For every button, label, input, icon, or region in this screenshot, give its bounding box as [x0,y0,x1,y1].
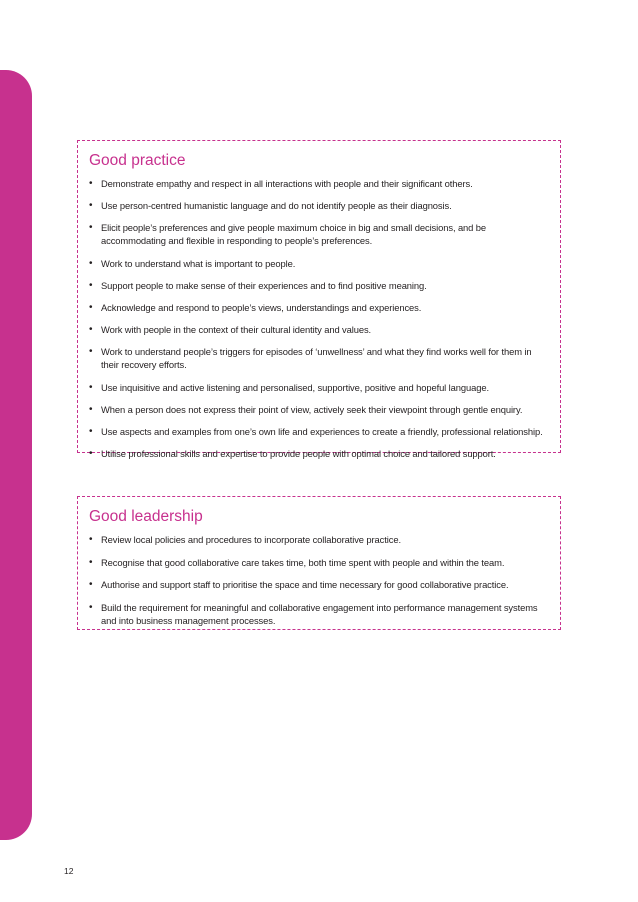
good-practice-list [89,177,546,460]
list-item: • Use inquisitive and active listening and personalised, supportive, positive and hopeful language. [89,381,546,394]
list-item: • Review local policies and procedures to incorporate collaborative practice. [89,533,546,546]
good-practice-box [77,140,561,460]
list-item: • Elicit people’s preferences and give people maximum choice in big and small decisions, and be accommodating and flexible in responding to people’s preferences. [89,221,546,247]
list-item: • Authorise and support staff to prioritise the space and time necessary for good collaborative practice. [89,578,546,591]
good-leadership-heading: Good leadership [89,508,203,525]
list-item: • When a person does not express their point of view, actively seek their viewpoint through gentle enquiry. [89,403,546,416]
list-item: • Work with people in the context of their cultural identity and values. [89,323,546,336]
list-item: • Work to understand what is important to people. [89,257,546,270]
list-item: • Utilise professional skills and expertise to provide people with optimal choice and tailored support. [89,447,546,460]
list-item: • Demonstrate empathy and respect in all interactions with people and their significant others. [89,177,546,190]
list-item: • Build the requirement for meaningful and collaborative engagement into performance management systems and into business management processes. [89,601,546,627]
good-practice-heading: Good practice [89,152,186,169]
list-item: • Use person-centred humanistic language and do not identify people as their diagnosis. [89,199,546,212]
list-item: • Support people to make sense of their experiences and to find positive meaning. [89,279,546,292]
list-item: • Recognise that good collaborative care takes time, both time spent with people and within the team. [89,556,546,569]
good-leadership-list [89,533,546,627]
list-item: • Use aspects and examples from one’s own life and experiences to create a friendly, professional relationship. [89,425,546,438]
side-tab [0,70,32,840]
list-item: • Work to understand people’s triggers for episodes of ‘unwellness’ and what they find works well for them in their recovery efforts. [89,345,546,371]
good-leadership-box [77,496,561,630]
list-item: • Acknowledge and respond to people’s views, understandings and experiences. [89,301,546,314]
page-number: 12 [64,866,74,876]
